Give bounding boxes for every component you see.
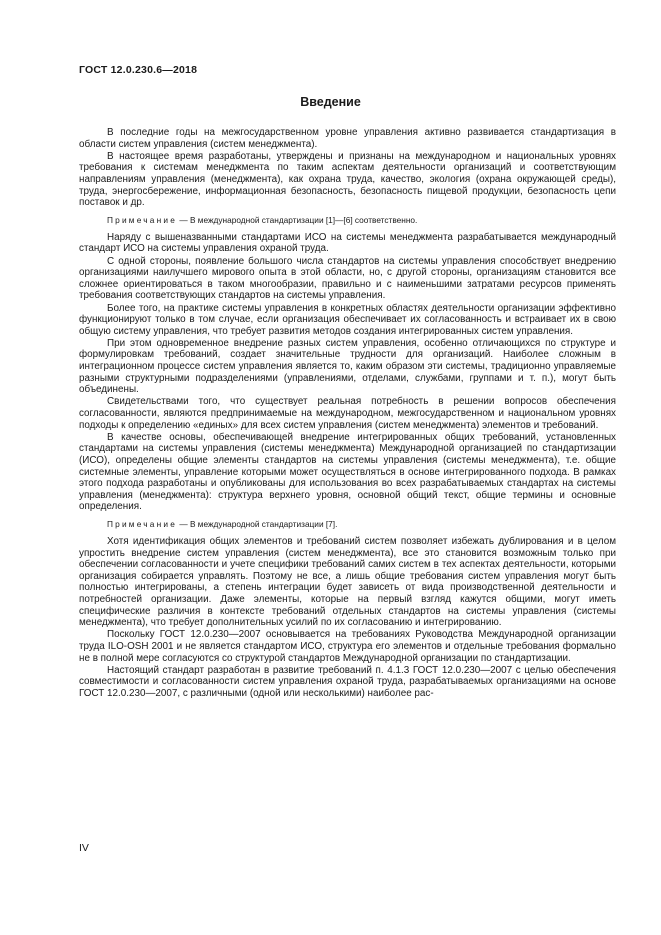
- paragraph: Более того, на практике системы управления в конкретных областях деятельности организации эффективно функционируют только в том случае, если организация обеспечивает их согласованность и встраивает их в свою общую систему управления, что требует развития методов создания интегрированных систем управления.: [79, 302, 616, 337]
- paragraph: С одной стороны, появление большого числа стандартов на системы управления способствует внедрению организациями наилучшего мирового опыта в этой области, но, с другой стороны, организациям становится все сложнее ориентироваться в таком многообразии, правильно и с наименьшими затратами ресурсов применять требования соответствующих стандартов на системы управления.: [79, 255, 616, 302]
- paragraph: При этом одновременное внедрение разных систем управления, особенно отличающихся по структуре и формулировкам требований, создает значительные трудности для организаций. Наиболее сложным в интеграционном процессе систем управления является то, каким образом эти системы, традиционно управляемые разными структурными подразделениями (управлениями, отделами, службами, группами и т. п.), могут быть объединены.: [79, 337, 616, 396]
- paragraph: Хотя идентификация общих элементов и требований систем позволяет избежать дублирования и в целом упростить внедрение систем управления (систем менеджмента), все это становится возможным только при обеспечении согласованности и учете специфики требований самих систем в тех аспектах деятельности, которыми организация собирается управлять. Поэтому не все, а лишь общие требования систем управления могут быть полностью интегрированы, а степень интеграции будет зависеть от вида производственной деятельности и потребностей организации. Даже элементы, которые на первый взгляд кажутся общими, могут иметь специфические различия в контексте требований отдельных стандартов на системы управления (системы менеджмента), что требует дополнительных усилий по их согласованию и интегрированию.: [79, 535, 616, 629]
- paragraph: Наряду с вышеназванными стандартами ИСО на системы менеджмента разрабатывается международный стандарт ИСО на системы управления охраной труда.: [79, 231, 616, 255]
- note-label: Примечание: [107, 214, 178, 225]
- note-text: — В международной стандартизации [1]—[6] соответственно.: [177, 214, 418, 225]
- note: [79, 215, 616, 226]
- page-number: IV: [79, 842, 89, 854]
- paragraph: Свидетельствами того, что существует реальная потребность в решении вопросов обеспечения согласованности, являются предпринимаемые на международном, межгосударственном и национальном уровнях подходы к определению «единых» для всех систем управления (систем менеджмента) элементов и требований.: [79, 396, 616, 431]
- document-body: [79, 127, 616, 700]
- section-title: Введение: [300, 95, 361, 109]
- note-label: Примечание: [107, 518, 178, 529]
- paragraph: В настоящее время разработаны, утверждены и признаны на международном и национальных уровнях требования к системам менеджмента по таким аспектам деятельности организаций и соответствующим направлениям управления (менеджмента), как охрана труда, качество, экология (охрана окружающей среды), труда, энергосбережение, информационная безопасность, безопасность пищевой продукции, безопасность цепи поставок и др.: [79, 150, 616, 209]
- document-header: ГОСТ 12.0.230.6—2018: [79, 64, 198, 76]
- note: [79, 519, 616, 530]
- paragraph: В последние годы на межгосударственном уровне управления активно развивается стандартизация в области систем управления (систем менеджмента).: [79, 127, 616, 150]
- paragraph: Настоящий стандарт разработан в развитие требований п. 4.1.3 ГОСТ 12.0.230—2007 с целью обеспечения совместимости и согласованности систем управления охраной труда, разрабатываемых организациями на основе ГОСТ 12.0.230—2007, с различными (одной или несколькими) наиболее рас-: [79, 664, 616, 699]
- paragraph: В качестве основы, обеспечивающей внедрение интегрированных общих требований, установленных стандартами на системы управления (системы менеджмента) Международной организацией по стандартизации (ИСО), определены общие элементы стандартов на системы управления (системы менеджмента), т.е. общие системные элементы, управление которыми может осуществляться в основе интегрированного подхода. В рамках этого подхода разработаны и опубликованы для использования во всех разрабатываемых стандартах на системы управления (менеджмента): структура верхнего уровня, основной общий текст, общие термины и основные определения.: [79, 431, 616, 513]
- note-text: — В международной стандартизации [7].: [177, 518, 338, 529]
- paragraph: Поскольку ГОСТ 12.0.230—2007 основывается на требованиях Руководства Международной организации труда ILO-OSH 2001 и не является стандартом ИСО, структура его элементов и отдельные требования формально не в полной мере согласуются со структурой стандартов Международной организации по стандартизации.: [79, 629, 616, 664]
